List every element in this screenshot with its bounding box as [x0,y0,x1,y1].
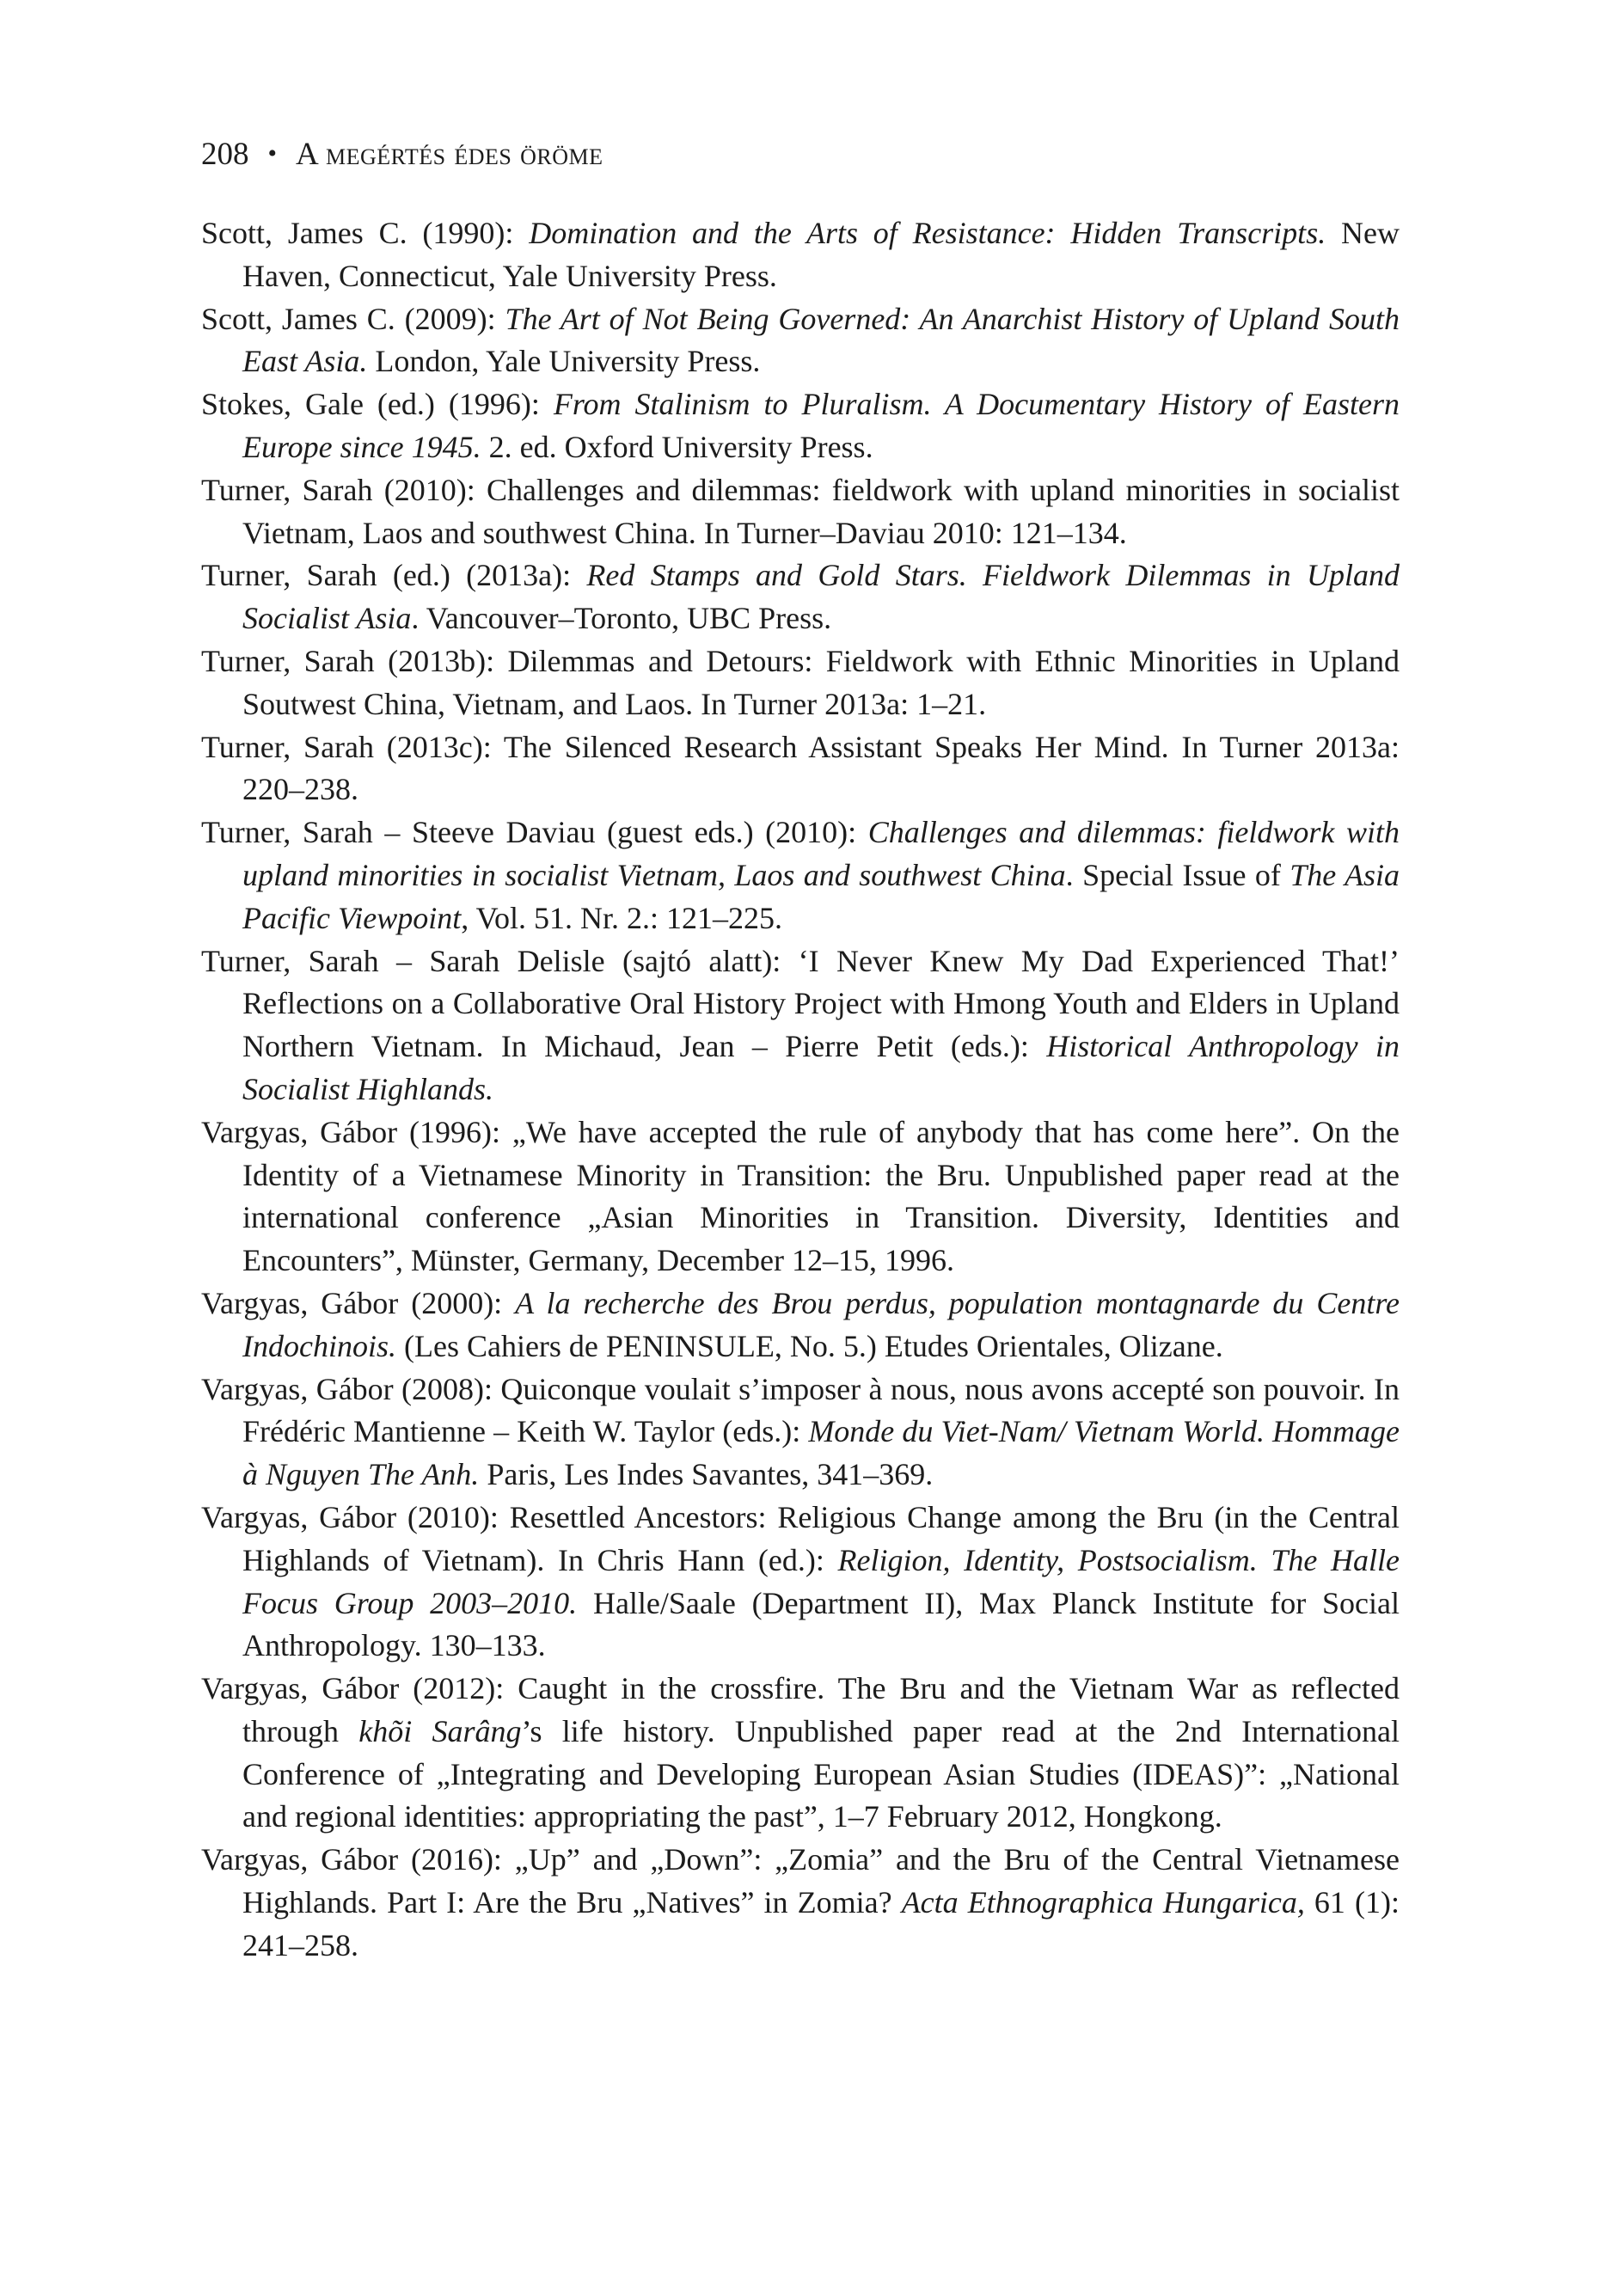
bibliography-entry [201,811,1400,940]
bibliography-entry [201,1668,1400,1839]
entry-title-italic: From Stalinism to Pluralism. A Documentary History of Eastern Europe since 1945. [242,387,1400,464]
header-separator: • [267,139,278,168]
entry-text: . Vancouver–Toronto, UBC Press. [411,601,832,636]
bibliography-entry [201,383,1400,469]
entry-text: Vargyas, Gábor (2008): Quiconque voulait s’imposer à nous, nous avons accepté son pouvoir. In Frédéric Mantienne – Keith W. Taylor (eds.): [201,1371,1400,1449]
running-title: A megértés édes öröme [296,137,603,172]
bibliography-entry [201,554,1400,640]
bibliography-entry [201,212,1400,298]
entry-text: Turner, Sarah – Sarah Delisle (sajtó alatt): ‘I Never Knew My Dad Experienced That!’ Reflections on a Collaborative Oral History Project with Hmong Youth and Elders in Upland Northern Vietnam. In Michaud, Jean – Pierre Petit (eds.): [201,943,1400,1064]
bibliography-entry [201,1111,1400,1283]
entry-text: ’s life history. Unpublished paper read at the 2nd International Conference of „Integrating and Developing European Asian Studies (IDEAS)”: „National and regional identities: appropriating the past”, 1–7 February 2012, Hongkong. [242,1713,1400,1834]
entry-text: Turner, Sarah (ed.) (2013a): [201,558,587,593]
entry-title-italic: The Art of Not Being Governed: An Anarchist History of Upland South East Asia. [242,301,1400,379]
entry-text: Paris, Les Indes Savantes, 341–369. [479,1457,934,1492]
bibliography-entry [201,726,1400,812]
entry-text: Vargyas, Gábor (2012): Caught in the crossfire. The Bru and the Vietnam War as reflected through [201,1671,1400,1748]
entry-title-italic: Monde du Viet-Nam/ Vietnam World. Hommage à Nguyen The Anh. [242,1414,1400,1492]
entry-title-italic: A la recherche des Brou perdus, population montagnarde du Centre Indochinois. [242,1285,1400,1363]
entry-title-italic: Acta Ethnographica Hungarica, [901,1885,1305,1920]
bibliography-entry [201,640,1400,726]
entry-text: Vargyas, Gábor (2000): [201,1285,516,1320]
entry-text: Vargyas, Gábor (2010): Resettled Ancestors: Religious Change among the Bru (in the Central Highlands of Vietnam). In Chris Hann (ed.): [201,1499,1400,1577]
entry-text: Scott, James C. (1990): [201,216,530,250]
entry-text: New Haven, Connecticut, Yale University Press. [242,216,1400,293]
bibliography-entry [201,1283,1400,1368]
entry-title-italic: Domination and the Arts of Resistance: Hidden Transcripts. [529,216,1326,250]
entry-title-italic: Challenges and dilemmas: fieldwork with upland minorities in socialist Vietnam, Laos and southwest China [242,815,1400,892]
bibliography-entry [201,469,1400,555]
entry-title-italic: The Asia Pacific Viewpoint [242,857,1400,935]
page-number: 208 [201,137,249,172]
entry-title-italic: Religion, Identity, Postsocialism. The Halle Focus Group 2003–2010. [242,1542,1400,1620]
entry-text: Turner, Sarah (2013b): Dilemmas and Detours: Fieldwork with Ethnic Minorities in Upland Soutwest China, Vietnam, and Laos. In Turner 2013a: 1–21. [201,643,1400,721]
entry-title-italic: Historical Anthropology in Socialist Highlands. [242,1029,1400,1106]
entry-text: Turner, Sarah (2010): Challenges and dilemmas: fieldwork with upland minorities in socialist Vietnam, Laos and southwest China. In Turner–Daviau 2010: 121–134. [201,472,1400,550]
entry-text: Turner, Sarah – Steeve Daviau (guest eds.) (2010): [201,815,868,850]
entry-text: 2. ed. Oxford University Press. [481,429,873,464]
entry-text: Vargyas, Gábor (2016): „Up” and „Down”: „Zomia” and the Bru of the Central Vietnamese Highlands. Part I: Are the Bru „Natives” in Zomia? [201,1842,1400,1920]
entry-title-italic: Red Stamps and Gold Stars. Fieldwork Dilemmas in Upland Socialist Asia [242,558,1400,636]
entry-text: Vargyas, Gábor (1996): „We have accepted the rule of anybody that has come here”. On the Identity of a Vietnamese Minority in Transition: the Bru. Unpublished paper read at the international conference „Asian Minorities in Transition. Diversity, Identities and Encounters”, Münster, Germany, December 12–15, 1996. [201,1114,1400,1278]
bibliography-entry [201,1368,1400,1497]
entry-text: 61 (1): 241–258. [242,1885,1400,1962]
book-page [201,136,1400,1968]
entry-text: (Les Cahiers de PENINSULE, No. 5.) Etudes Orientales, Olizane. [395,1328,1223,1363]
entry-text: . Special Issue of [1065,857,1290,892]
bibliography-entry [201,1839,1400,1967]
entry-text: Halle/Saale (Department II), Max Planck Institute for Social Anthropology. 130–133. [242,1585,1400,1663]
entry-text: , Vol. 51. Nr. 2.: 121–225. [461,900,782,935]
entry-title-italic: khõi Sarâng [358,1713,522,1748]
bibliography-list [201,212,1400,1968]
bibliography-entry [201,940,1400,1111]
entry-text: London, Yale University Press. [367,344,761,379]
running-header [201,136,1400,175]
bibliography-entry [201,298,1400,384]
entry-text: Turner, Sarah (2013c): The Silenced Research Assistant Speaks Her Mind. In Turner 2013a: 220–238. [201,729,1400,807]
bibliography-entry [201,1497,1400,1668]
entry-text: Scott, James C. (2009): [201,301,505,336]
entry-text: Stokes, Gale (ed.) (1996): [201,387,554,422]
